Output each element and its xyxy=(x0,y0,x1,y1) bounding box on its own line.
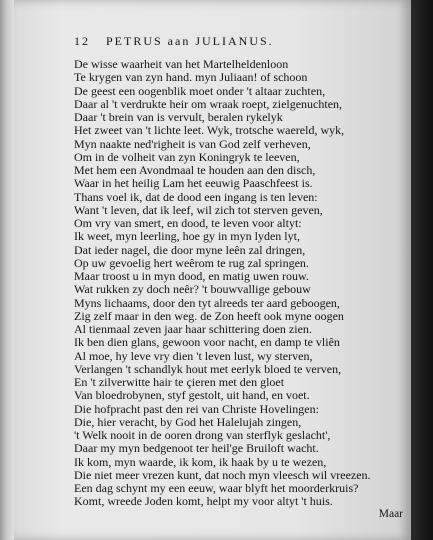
poem-line: Het zweet van 't lichte leet. Wyk, trotsche waereld, wyk, xyxy=(74,123,345,138)
book-page xyxy=(14,0,411,540)
poem-line: Die, hier veracht, by God het Halelujah zingen, xyxy=(74,414,302,429)
poem-line: Ik ben dien glans, gewoon voor nacht, en damp te vliên xyxy=(74,335,340,350)
poem-line: Van bloedrobynen, styf gestolt, uit hand, en voet. xyxy=(74,388,310,403)
poem-line: Ik kom, myn waarde, ik kom, ik haak by u te wezen, xyxy=(74,454,327,469)
book-left-edge xyxy=(0,0,14,540)
poem-line: Die niet meer vrezen kunt, dat noch myn vleesch wil vreezen. xyxy=(74,467,371,482)
poem-line: Daar my myn bedgenoot ter heil'ge Bruiloft wacht. xyxy=(74,441,319,456)
poem-line: De geest een oogenblik moet onder 't altaar zuchten, xyxy=(74,83,326,98)
poem-line: Wat rukken zy doch neêr? 't bouwvallige gebouw xyxy=(74,282,311,297)
page-header xyxy=(74,34,409,54)
poem-line: Op uw gevoelig hert weêrom te rug zal springen. xyxy=(74,255,309,270)
poem-line: Verlangen 't schandlyk hout met eerlyk bloed te verven, xyxy=(74,361,342,376)
poem-line: Daar 't brein van is vervult, beralen rykelyk xyxy=(74,110,283,124)
poem-line: En 't zilverwitte hair te çieren met den gloet xyxy=(74,375,285,389)
poem-line: Waar in het heilig Lam het eeuwig Paaschfeest is. xyxy=(74,176,313,191)
poem-text xyxy=(74,58,409,509)
poem-line: Maar troost u in myn dood, en matig uwen rouw. xyxy=(74,269,309,283)
poem-line: Zig zelf maar in den weg. de Zon heeft ook myne oogen xyxy=(74,308,344,323)
poem-line: Al moe, hy leve vry dien 't leven lust, wy sterven, xyxy=(74,348,313,363)
poem-line: Die hofpracht past den rei van Christe Hovelingen: xyxy=(74,401,319,416)
poem-line: Al tienmaal zeven jaar haar schittering doen zien. xyxy=(74,322,312,336)
page-number: 12 xyxy=(74,34,90,48)
poem-line: Om vry van smert, en dood, te leven voor altyt: xyxy=(74,216,302,230)
poem-line: Om in de volheit van zyn Koningryk te leeven, xyxy=(74,149,300,164)
poem-line: Ik weet, myn leerling, hoe gy in myn lyden lyt, xyxy=(74,229,300,244)
poem-line: Met hem een Avondmaal te houden aan den disch, xyxy=(74,163,316,177)
poem-line: Myns lichaams, door den tyt alreeds ter aard geboogen, xyxy=(74,295,340,310)
book-right-gutter xyxy=(411,0,433,540)
page-text-block xyxy=(74,34,409,509)
poem-line: De wisse waarheit van het Martelheldenloon xyxy=(74,57,289,71)
poem-line: Te krygen van zyn hand. myn Juliaan! of schoon xyxy=(74,70,308,85)
catchword: Maar xyxy=(378,508,403,520)
poem-line: Dat ieder nagel, die door myne leên zal dringen, xyxy=(74,242,306,257)
poem-line: Myn naakte ned'righeit is van God zelf verheven, xyxy=(74,136,311,151)
poem-line: Want 't leven, dat ik leef, wil zich tot sterven geven, xyxy=(74,202,323,217)
poem-line: 't Welk nooit in de ooren drong van sterflyk geslacht', xyxy=(74,428,331,442)
poem-line: Komt, wreede Joden komt, helpt my voor altyt 't huis. xyxy=(74,494,333,509)
poem-line: Daar al 't verdrukte heir om wraak roept, zielgenuchten, xyxy=(74,96,343,111)
poem-line: Thans voel ik, dat de dood een ingang is ten leven: xyxy=(74,189,318,204)
poem-line: Een dag schynt my een eeuw, waar blyft het moorderkruis? xyxy=(74,481,359,495)
running-head: PETRUS aan JULIANUS. xyxy=(106,34,274,48)
